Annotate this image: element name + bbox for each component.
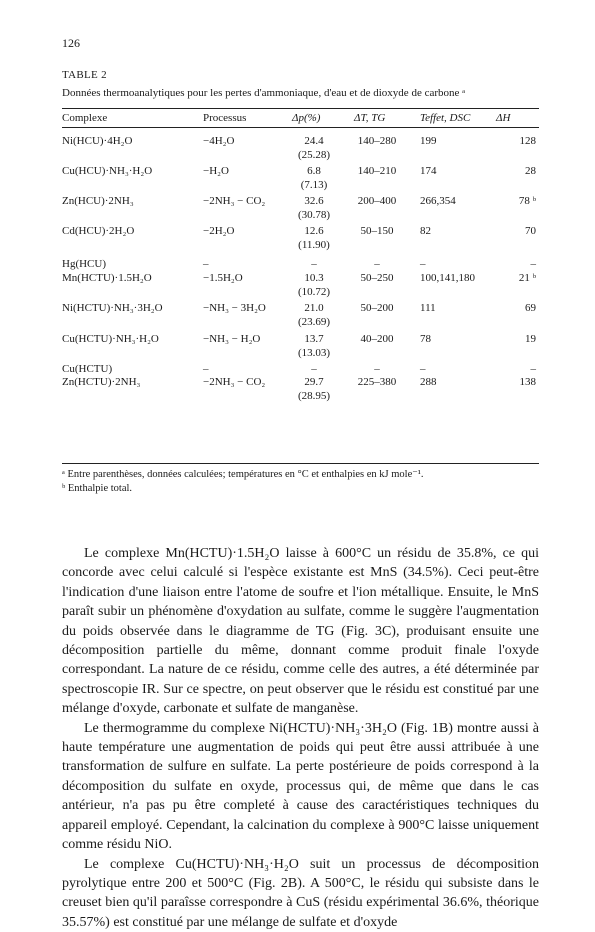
cell-processus: – <box>203 363 209 376</box>
header-delta-h: ΔH <box>496 112 510 125</box>
cell-t-effet: – <box>420 363 426 376</box>
cell-delta-t: 50–250 <box>337 272 417 285</box>
cell-delta-p: 10.3 <box>274 272 354 285</box>
footnote-a: ᵃ Entre parenthèses, données calculées; températures en °C et enthalpies en kJ mole⁻¹. <box>62 468 424 480</box>
cell-processus: −1.5H₂O <box>203 272 243 285</box>
cell-delta-t: 50–150 <box>337 225 417 238</box>
cell-processus: −H₂O <box>203 165 229 178</box>
cell-complexe: Cu(HCTU)·NH₃·H₂O <box>62 333 159 346</box>
cell-delta-p-calculated: (7.13) <box>274 179 354 192</box>
cell-complexe: Hg(HCU) <box>62 258 106 271</box>
cell-processus: −2H₂O <box>203 225 234 238</box>
cell-delta-p: 13.7 <box>274 333 354 346</box>
table-label: TABLE 2 <box>62 69 107 81</box>
cell-delta-h: 19 <box>486 333 536 346</box>
paragraph: Le complexe Mn(HCTU)·1.5H₂O laisse à 600°C un résidu de 35.8%, ce qui concorde avec celui calculé si l'espèce existante est MnS (34.5%). Ceci peut-être l'indication d'une liaison entre l'atome de soufre et l'ion métallique. Ensuite, le MnS paraît subir un phénomène d'oxydation au sulfate, comme le suggère l'augmentation du poids observée dans le diagramme de TG (Fig. 3C), produisant ensuite une décomposition partielle du même, donnant comme produit finale l'oxyde correspondant. La nature de ce résidu, comme celle des autres, a été déterminée par spectroscopie IR. Sur ce spectre, on peut observer que le résidu est constitué par une mélange d'oxyde, carbonate et sulfate de manganèse. <box>62 544 539 719</box>
cell-complexe: Ni(HCTU)·NH₃·3H₂O <box>62 302 163 315</box>
cell-delta-p-calculated: (10.72) <box>274 286 354 299</box>
cell-delta-h: 128 <box>486 135 536 148</box>
cell-delta-p-calculated: (28.95) <box>274 390 354 403</box>
cell-delta-p: 21.0 <box>274 302 354 315</box>
cell-t-effet: 78 <box>420 333 431 346</box>
table-caption: Données thermoanalytiques pour les pertes d'ammoniaque, d'eau et de dioxyde de carbone ᵃ <box>62 87 465 99</box>
cell-processus: −NH₃ − H₂O <box>203 333 260 346</box>
cell-delta-p: 29.7 <box>274 376 354 389</box>
cell-t-effet: 174 <box>420 165 437 178</box>
cell-processus: −4H₂O <box>203 135 234 148</box>
table-bottom-rule <box>62 463 539 464</box>
page-number: 126 <box>62 36 80 51</box>
cell-delta-p-calculated: (25.28) <box>274 149 354 162</box>
cell-t-effet: 100,141,180 <box>420 272 475 285</box>
cell-delta-t: 40–200 <box>337 333 417 346</box>
cell-delta-p: 6.8 <box>274 165 354 178</box>
header-processus: Processus <box>203 112 246 125</box>
cell-delta-h: – <box>486 258 536 271</box>
cell-delta-t: 200–400 <box>337 195 417 208</box>
cell-complexe: Cu(HCTU) <box>62 363 112 376</box>
cell-processus: – <box>203 258 209 271</box>
paragraph: Le thermogramme du complexe Ni(HCTU)·NH₃·3H₂O (Fig. 1B) montre aussi à haute température une augmentation de poids qui peut être aussi attribuée à une transformation de sulfure en sulfate. La perte postérieure de poids correspond à la décomposition du sulfate en oxyde, processus qui, de même que dans le cas antérieur, n'a pas pu être completé à cause des caractéristiques techniques du appareil employé. Cependant, la calcination du complexe à 900°C laisse uniquement comme résidu NiO. <box>62 719 539 855</box>
body-text <box>62 544 539 932</box>
header-t-effet-dsc: Teffet, DSC <box>420 112 470 125</box>
cell-delta-t: 140–280 <box>337 135 417 148</box>
cell-t-effet: – <box>420 258 426 271</box>
cell-t-effet: 288 <box>420 376 437 389</box>
cell-delta-p-calculated: (13.03) <box>274 347 354 360</box>
cell-delta-t: 225–380 <box>337 376 417 389</box>
cell-delta-h: 138 <box>486 376 536 389</box>
footnote-b: ᵇ Enthalpie total. <box>62 483 132 494</box>
cell-delta-h: 70 <box>486 225 536 238</box>
cell-delta-t: – <box>337 258 417 271</box>
cell-delta-h: 78 ᵇ <box>486 195 536 208</box>
cell-delta-t: – <box>337 363 417 376</box>
cell-delta-h: 28 <box>486 165 536 178</box>
cell-delta-h: 21 ᵇ <box>486 272 536 285</box>
cell-t-effet: 199 <box>420 135 437 148</box>
cell-t-effet: 111 <box>420 302 436 315</box>
cell-complexe: Zn(HCTU)·2NH₃ <box>62 376 140 389</box>
cell-delta-h: 69 <box>486 302 536 315</box>
header-complexe: Complexe <box>62 112 107 125</box>
cell-complexe: Cd(HCU)·2H₂O <box>62 225 134 238</box>
header-delta-p: Δp(%) <box>292 112 320 125</box>
cell-complexe: Zn(HCU)·2NH₃ <box>62 195 134 208</box>
cell-delta-p: 12.6 <box>274 225 354 238</box>
cell-delta-h: – <box>486 363 536 376</box>
cell-t-effet: 82 <box>420 225 431 238</box>
cell-delta-p: – <box>274 258 354 271</box>
header-delta-t-tg: ΔT, TG <box>354 112 385 125</box>
cell-complexe: Mn(HCTU)·1.5H₂O <box>62 272 152 285</box>
cell-delta-p-calculated: (11.90) <box>274 239 354 252</box>
cell-t-effet: 266,354 <box>420 195 456 208</box>
cell-processus: −2NH₃ − CO₂ <box>203 195 265 208</box>
cell-delta-p: 32.6 <box>274 195 354 208</box>
table-header-rule <box>62 127 539 128</box>
cell-delta-t: 50–200 <box>337 302 417 315</box>
table-top-rule <box>62 108 539 109</box>
cell-delta-p-calculated: (30.78) <box>274 209 354 222</box>
cell-processus: −2NH₃ − CO₂ <box>203 376 265 389</box>
paragraph: Le complexe Cu(HCTU)·NH₃·H₂O suit un processus de décomposition pyrolytique entre 200 et 500°C (Fig. 2B). A 500°C, le résidu qui subsiste dans le creuset bien qu'il paraîsse correspondre à CuS (résidu expérimental 36.6%, théorique 35.57%) est constitué par une mélange de sulfate et d'oxyde <box>62 855 539 932</box>
cell-delta-t: 140–210 <box>337 165 417 178</box>
cell-delta-p: 24.4 <box>274 135 354 148</box>
cell-delta-p: – <box>274 363 354 376</box>
cell-complexe: Cu(HCU)·NH₃·H₂O <box>62 165 152 178</box>
cell-delta-p-calculated: (23.69) <box>274 316 354 329</box>
cell-complexe: Ni(HCU)·4H₂O <box>62 135 132 148</box>
cell-processus: −NH₃ − 3H₂O <box>203 302 266 315</box>
